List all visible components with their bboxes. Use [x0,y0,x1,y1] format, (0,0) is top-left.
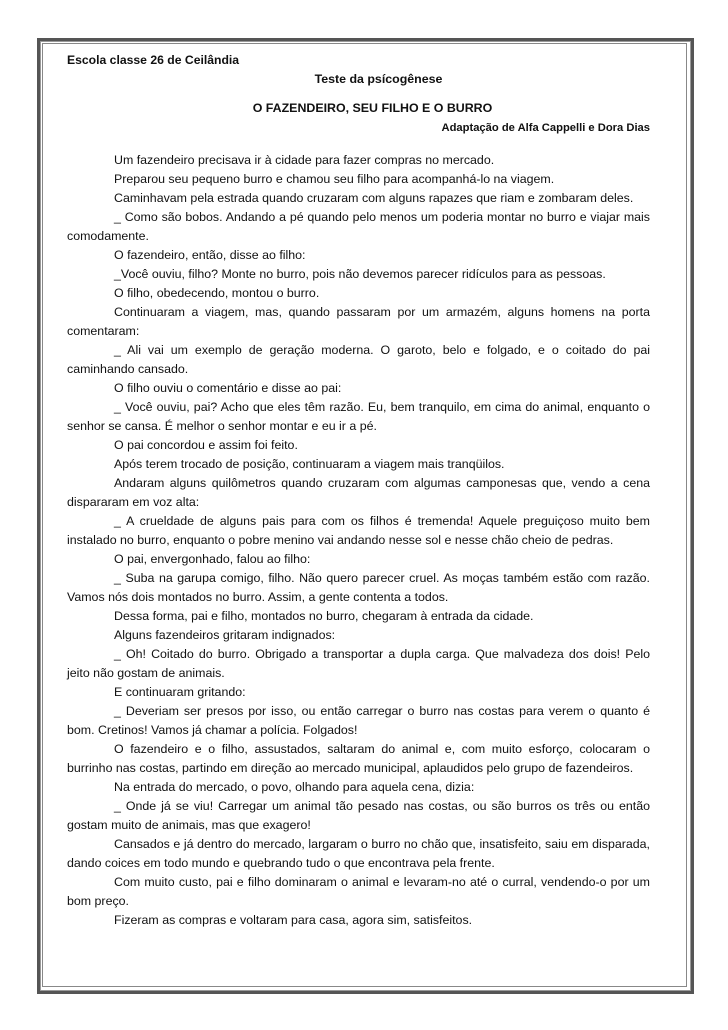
story-paragraph: _ A crueldade de alguns pais para com os filhos é tremenda! Aquele preguiçoso muito bem instalado no burro, enquanto o pobre menino vai andando nesse sol e nesse chão cheio de pedras. [67,514,650,547]
story-paragraph: Após terem trocado de posição, continuaram a viagem mais tranqüilos. [114,457,505,471]
story-paragraph: _ Oh! Coitado do burro. Obrigado a transportar a dupla carga. Que malvadeza dos dois! Pelo jeito não gostam de animais. [67,647,650,680]
story-paragraph: O pai, envergonhado, falou ao filho: [114,552,311,566]
adaptation-credit: Adaptação de Alfa Cappelli e Dora Dias [441,122,650,134]
story-paragraph: _ Deveriam ser presos por isso, ou então carregar o burro nas costas para verem o quanto é bom. Cretinos! Vamos já chamar a polícia. Folgados! [67,704,650,737]
story-paragraph: Alguns fazendeiros gritaram indignados: [114,628,336,642]
story-paragraph: O fazendeiro, então, disse ao filho: [114,248,306,262]
story-paragraph: O pai concordou e assim foi feito. [114,438,298,452]
story-body [67,151,650,930]
story-paragraph: Um fazendeiro precisava ir à cidade para fazer compras no mercado. [114,153,495,167]
story-paragraph: Caminhavam pela estrada quando cruzaram com alguns rapazes que riam e zombaram deles. [114,191,634,205]
story-paragraph: O filho ouviu o comentário e disse ao pai: [114,381,342,395]
story-paragraph: _ Onde já se viu! Carregar um animal tão pesado nas costas, ou são burros os três ou então gostam muito de animais, mas que exagero! [67,799,650,832]
story-paragraph: _Você ouviu, filho? Monte no burro, pois não devemos parecer ridículos para as pessoas. [114,267,606,281]
story-paragraph: _ Suba na garupa comigo, filho. Não quero parecer cruel. As moças também estão com razão. Vamos nós dois montados no burro. Assim, a gente contenta a todos. [67,571,650,604]
story-paragraph: Andaram alguns quilômetros quando cruzaram com algumas camponesas que, vendo a cena dispararam em voz alta: [67,476,650,509]
story-paragraph: Cansados e já dentro do mercado, largaram o burro no chão que, insatisfeito, saiu em disparada, dando coices em todo mundo e quebrando tudo o que encontrava pela frente. [67,837,650,870]
story-paragraph: _ Você ouviu, pai? Acho que eles têm razão. Eu, bem tranquilo, em cima do animal, enquanto o senhor se cansa. É melhor o senhor montar e eu ir a pé. [67,400,650,433]
story-paragraph: O fazendeiro e o filho, assustados, saltaram do animal e, com muito esforço, colocaram o burrinho nas costas, partindo em direção ao mercado municipal, aplaudidos pelo grupo de fazendeiros. [67,742,650,775]
test-title: Teste da psícogênese [314,72,443,86]
school-name: Escola classe 26 de Ceilândia [67,53,240,67]
document-page [67,51,650,930]
story-paragraph: Fizeram as compras e voltaram para casa, agora sim, satisfeitos. [114,913,473,927]
story-paragraph: Dessa forma, pai e filho, montados no burro, chegaram à entrada da cidade. [114,609,534,623]
story-paragraph: Com muito custo, pai e filho dominaram o animal e levaram-no até o curral, vendendo-o por um bom preço. [67,875,650,908]
story-paragraph: Preparou seu pequeno burro e chamou seu filho para acompanhá-lo na viagem. [114,172,555,186]
story-paragraph: Continuaram a viagem, mas, quando passaram por um armazém, alguns homens na porta comentaram: [67,305,650,338]
story-paragraph: _ Ali vai um exemplo de geração moderna. O garoto, belo e folgado, e o coitado do pai caminhando cansado. [67,343,650,376]
story-paragraph: Na entrada do mercado, o povo, olhando para aquela cena, dizia: [114,780,475,794]
story-title: O FAZENDEIRO, SEU FILHO E O BURRO [252,101,493,115]
story-paragraph: E continuaram gritando: [114,685,246,699]
story-paragraph: _ Como são bobos. Andando a pé quando pelo menos um poderia montar no burro e viajar mais comodamente. [67,210,650,243]
story-paragraph: O filho, obedecendo, montou o burro. [114,286,320,300]
